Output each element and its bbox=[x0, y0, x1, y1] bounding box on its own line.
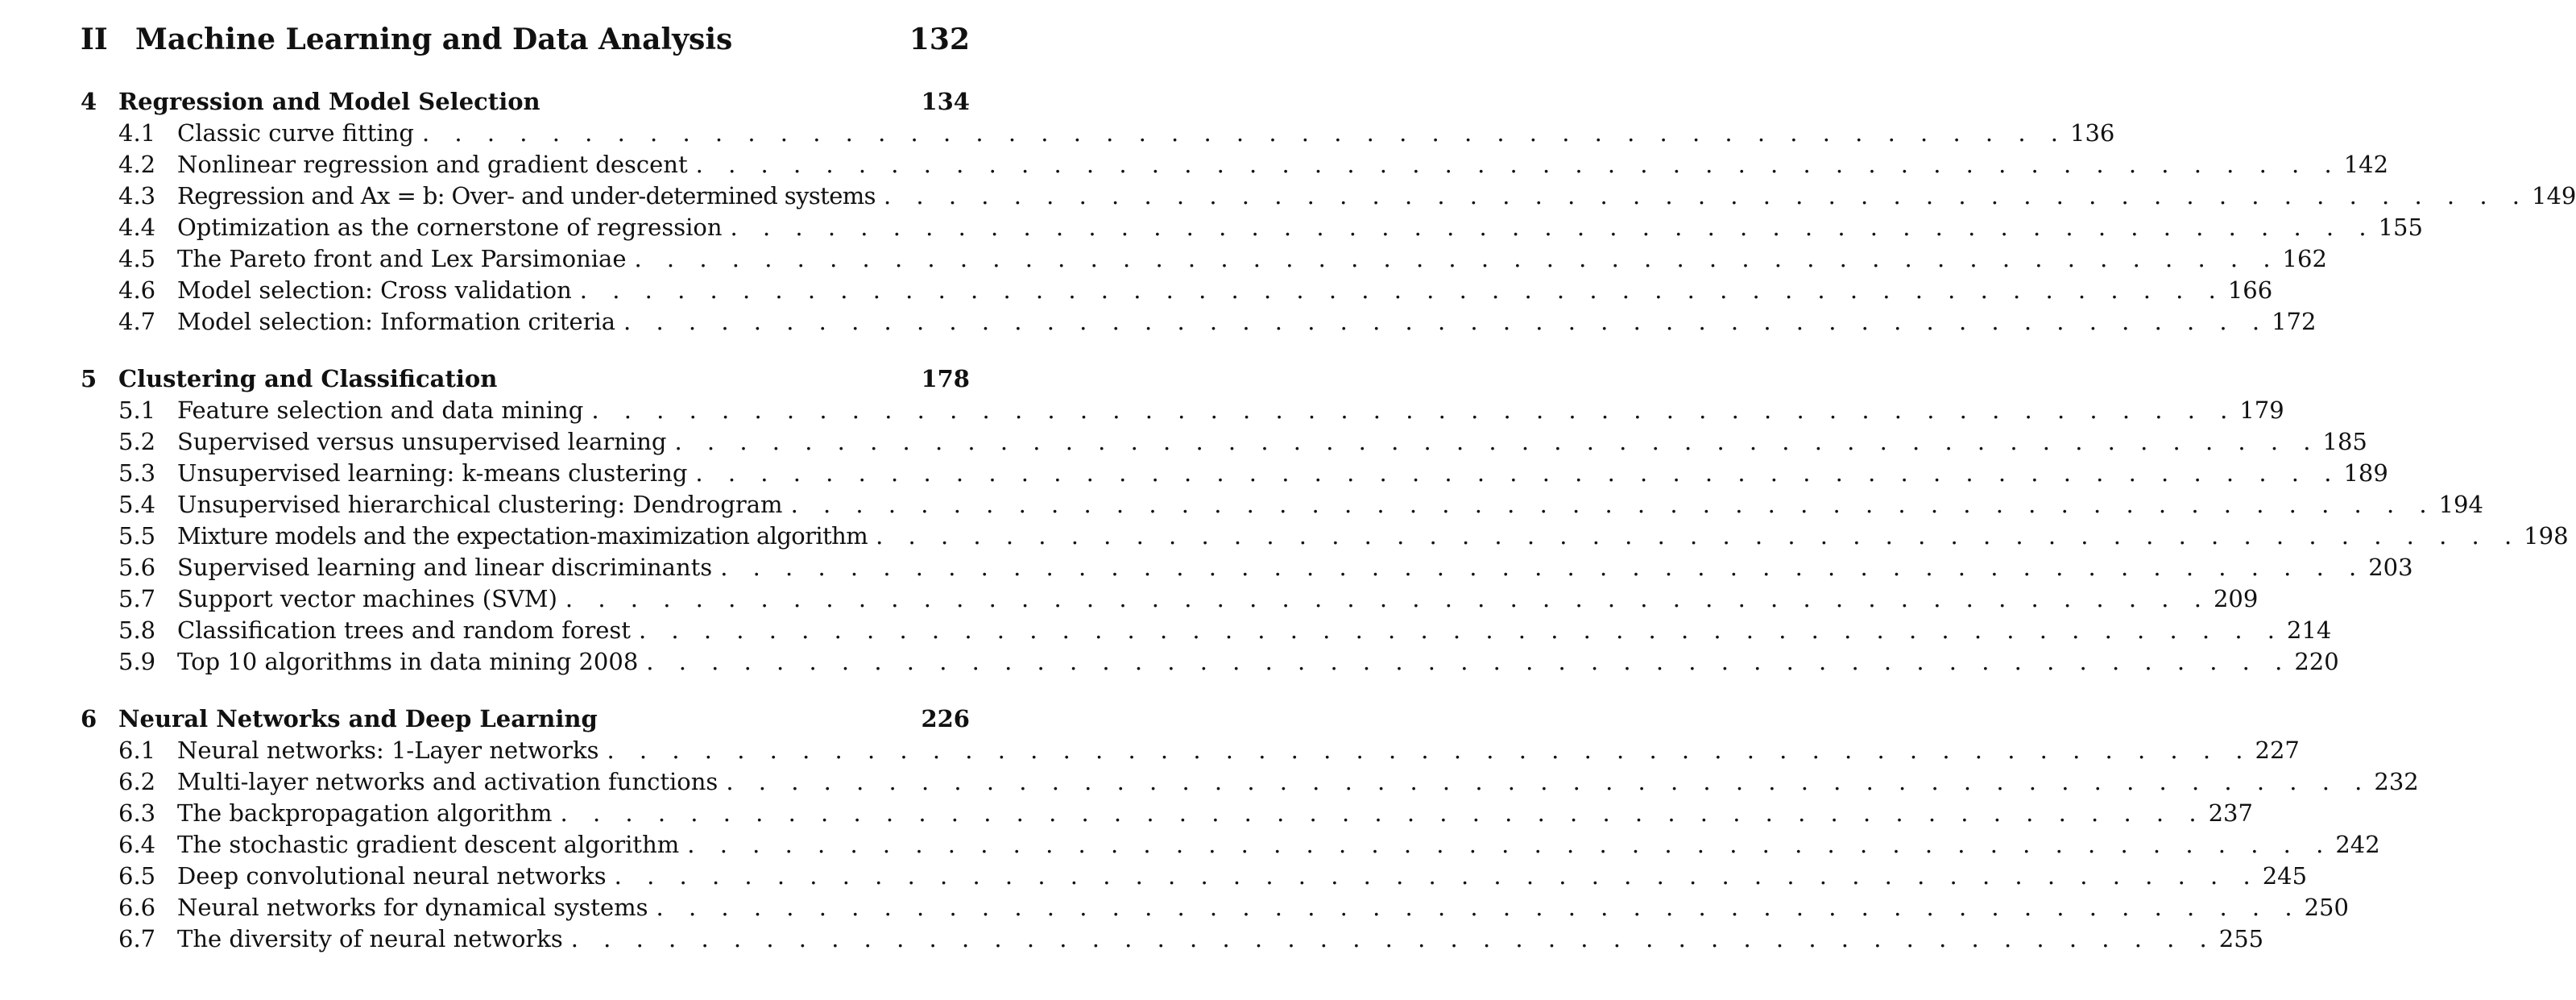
dot-leader: . . . . . . . . . . . . . . . . . . . . . . . . . . . . . . . . . . . . . . . . . . . . . . . . . . . bbox=[614, 862, 2259, 890]
section-title: Optimization as the cornerstone of regression bbox=[177, 214, 723, 241]
dot-leader: . . . . . . . . . . . . . . . . . . . . . . . . . . . . . . . . . . . . . . . . . . . . . . . . . . . bbox=[560, 799, 2205, 827]
toc-entry[interactable] bbox=[118, 426, 2367, 458]
section-number: 4.6 bbox=[118, 276, 156, 304]
chapter-number: 6 bbox=[81, 705, 97, 732]
section-page-number: 166 bbox=[2227, 276, 2273, 304]
toc-entry[interactable] bbox=[118, 892, 2349, 923]
section-title: Support vector machines (SVM) bbox=[177, 585, 557, 612]
chapter-number: 4 bbox=[81, 88, 97, 115]
toc-entry[interactable] bbox=[118, 583, 2259, 615]
section-title: Regression and Ax = b: Over- and under-determined systems bbox=[177, 182, 876, 210]
chapter-5 bbox=[81, 363, 2569, 678]
section-number: 6.6 bbox=[118, 894, 156, 921]
toc-entry[interactable] bbox=[118, 275, 2273, 306]
chapter-page-number: 226 bbox=[921, 705, 970, 732]
dot-leader: . . . . . . . . . . . . . . . . . . . . . . . . . . . . . . . . . . . . . . . . . . . . . . . . . . . bbox=[565, 585, 2210, 612]
dot-leader: . . . . . . . . . . . . . . . . . . . . . . . . . . . . . . . . . . . . . . . . . . . . . . . . . . . bbox=[730, 214, 2375, 241]
section-page-number: 242 bbox=[2335, 831, 2380, 858]
dot-leader: . . . . . . . . . . . . . . . . . . . . . . . . . . . . . . . . . . . . . . . . . . . . . . . . . . . bbox=[656, 894, 2301, 921]
dot-leader: . . . . . . . . . . . . . . . . . . . . . . . . . . . . . . . . . . . . . . . . . . . . . . . . . . . bbox=[695, 151, 2341, 178]
section-title: Unsupervised hierarchical clustering: Dendrogram bbox=[177, 491, 783, 518]
section-title: Model selection: Cross validation bbox=[177, 276, 572, 304]
section-title: Classification trees and random forest bbox=[177, 616, 631, 644]
section-page-number: 198 bbox=[2524, 522, 2569, 550]
dot-leader: . . . . . . . . . . . . . . . . . . . . . . . . . . . . . . . . . . . . . . . . . . . . . . . . . . . bbox=[638, 616, 2284, 644]
section-number: 6.2 bbox=[118, 768, 156, 795]
section-page-number: 172 bbox=[2272, 308, 2317, 335]
section-page-number: 232 bbox=[2374, 768, 2419, 795]
dot-leader: . . . . . . . . . . . . . . . . . . . . . . . . . . . . . . . . . . . . . . . . . . . . . . . . . . . bbox=[720, 554, 2366, 581]
section-number: 5.8 bbox=[118, 616, 156, 644]
section-page-number: 214 bbox=[2287, 616, 2332, 644]
section-page-number: 237 bbox=[2208, 799, 2253, 827]
toc-entry[interactable] bbox=[118, 923, 2264, 955]
dot-leader: . . . . . . . . . . . . . . . . . . . . . . . . . . . . . . . . . . . . . . . . . . . . . . . . . . . bbox=[634, 245, 2280, 272]
section-page-number: 255 bbox=[2218, 925, 2264, 952]
section-page-number: 142 bbox=[2343, 151, 2389, 178]
section-number: 4.5 bbox=[118, 245, 156, 272]
section-number: 4.7 bbox=[118, 308, 156, 335]
dot-leader: . . . . . . . . . . . . . . . . . . . . . . . . . . . . . . . . . . . . . . . . . . . . . . . . . . . bbox=[695, 459, 2341, 487]
toc-entry[interactable] bbox=[118, 798, 2253, 829]
section-title: Multi-layer networks and activation functions bbox=[177, 768, 719, 795]
section-number: 5.2 bbox=[118, 428, 156, 455]
section-title: Supervised learning and linear discriminants bbox=[177, 554, 713, 581]
part-heading[interactable] bbox=[81, 23, 970, 63]
toc-entry[interactable] bbox=[118, 489, 2483, 521]
section-page-number: 185 bbox=[2322, 428, 2367, 455]
section-page-number: 227 bbox=[2255, 737, 2300, 764]
section-number: 5.5 bbox=[118, 522, 156, 550]
dot-leader: . . . . . . . . . . . . . . . . . . . . . . . . . . . . . . . . . . . . . . . . . . . . . . . . . . . bbox=[790, 491, 2436, 518]
dot-leader: . . . . . . . . . . . . . . . . . . . . . . . . . . . . . . . . . . . . . . . . . . . . . . . . . . . bbox=[591, 396, 2237, 424]
section-title: The stochastic gradient descent algorithm bbox=[177, 831, 680, 858]
section-page-number: 245 bbox=[2262, 862, 2308, 890]
section-number: 5.1 bbox=[118, 396, 156, 424]
dot-leader: . . . . . . . . . . . . . . . . . . . . . . . . . . . . . . . . . . . . . . . . . . . . . . . . . . . bbox=[883, 182, 2528, 210]
section-page-number: 136 bbox=[2070, 119, 2115, 147]
chapter-title: Clustering and Classification bbox=[118, 365, 498, 392]
dot-leader: . . . . . . . . . . . . . . . . . . . . . . . . . . . . . . . . . . . . . . . . . . . . . . . . . . . bbox=[421, 119, 2068, 147]
chapter-title: Regression and Model Selection bbox=[118, 88, 540, 115]
section-number: 5.3 bbox=[118, 459, 156, 487]
chapter-heading[interactable] bbox=[81, 363, 970, 395]
chapter-heading[interactable] bbox=[81, 86, 970, 118]
section-number: 6.1 bbox=[118, 737, 156, 764]
toc-entry[interactable] bbox=[118, 243, 2327, 275]
chapter-page-number: 178 bbox=[921, 365, 970, 392]
section-title: Neural networks: 1-Layer networks bbox=[177, 737, 599, 764]
dot-leader: . . . . . . . . . . . . . . . . . . . . . . . . . . . . . . . . . . . . . . . . . . . . . . . . . . . bbox=[570, 925, 2216, 952]
toc-entry[interactable] bbox=[118, 861, 2308, 892]
section-title: Unsupervised learning: k-means clustering bbox=[177, 459, 688, 487]
toc-entry[interactable] bbox=[118, 646, 2339, 678]
dot-leader: . . . . . . . . . . . . . . . . . . . . . . . . . . . . . . . . . . . . . . . . . . . . . . . . . . . bbox=[646, 648, 2292, 675]
section-number: 5.4 bbox=[118, 491, 156, 518]
toc-entry[interactable] bbox=[118, 735, 2300, 766]
section-page-number: 203 bbox=[2368, 554, 2413, 581]
section-number: 5.6 bbox=[118, 554, 156, 581]
section-number: 4.1 bbox=[118, 119, 156, 147]
section-title: Deep convolutional neural networks bbox=[177, 862, 607, 890]
section-number: 6.3 bbox=[118, 799, 156, 827]
section-page-number: 250 bbox=[2304, 894, 2349, 921]
section-title: Nonlinear regression and gradient descent bbox=[177, 151, 688, 178]
dot-leader: . . . . . . . . . . . . . . . . . . . . . . . . . . . . . . . . . . . . . . . . . . . . . . . . . . . bbox=[876, 522, 2521, 550]
section-number: 5.9 bbox=[118, 648, 156, 675]
section-page-number: 189 bbox=[2343, 459, 2388, 487]
dot-leader: . . . . . . . . . . . . . . . . . . . . . . . . . . . . . . . . . . . . . . . . . . . . . . . . . . . bbox=[579, 276, 2225, 304]
section-title: The Pareto front and Lex Parsimoniae bbox=[177, 245, 627, 272]
toc-entry[interactable] bbox=[118, 118, 2115, 149]
chapter-title: Neural Networks and Deep Learning bbox=[118, 705, 598, 732]
toc-entry[interactable] bbox=[118, 458, 2388, 489]
chapter-number: 5 bbox=[81, 365, 97, 392]
section-page-number: 155 bbox=[2378, 214, 2423, 241]
dot-leader: . . . . . . . . . . . . . . . . . . . . . . . . . . . . . . . . . . . . . . . . . . . . . . . . . . . bbox=[607, 737, 2252, 764]
section-number: 4.3 bbox=[118, 182, 156, 210]
section-page-number: 149 bbox=[2532, 182, 2576, 210]
toc-entry[interactable] bbox=[118, 395, 2284, 426]
dot-leader: . . . . . . . . . . . . . . . . . . . . . . . . . . . . . . . . . . . . . . . . . . . . . . . . . . . bbox=[623, 308, 2269, 335]
chapter-page-number: 134 bbox=[921, 88, 970, 115]
section-number: 4.2 bbox=[118, 151, 156, 178]
toc-entry[interactable] bbox=[118, 180, 2576, 212]
section-number: 6.4 bbox=[118, 831, 156, 858]
toc-entry[interactable] bbox=[118, 149, 2389, 180]
toc-entry[interactable] bbox=[118, 829, 2380, 861]
section-title: Top 10 algorithms in data mining 2008 bbox=[177, 648, 639, 675]
toc-entry[interactable] bbox=[118, 212, 2423, 243]
toc-entry[interactable] bbox=[118, 552, 2413, 583]
dot-leader: . . . . . . . . . . . . . . . . . . . . . . . . . . . . . . . . . . . . . . . . . . . . . . . . . . . bbox=[726, 768, 2371, 795]
section-title: Classic curve fitting bbox=[177, 119, 414, 147]
section-title: The diversity of neural networks bbox=[177, 925, 563, 952]
section-title: Neural networks for dynamical systems bbox=[177, 894, 648, 921]
chapter-heading[interactable] bbox=[81, 703, 970, 735]
dot-leader: . . . . . . . . . . . . . . . . . . . . . . . . . . . . . . . . . . . . . . . . . . . . . . . . . . . bbox=[674, 428, 2320, 455]
toc-entry[interactable] bbox=[118, 521, 2569, 552]
part-title: Machine Learning and Data Analysis bbox=[135, 23, 733, 56]
section-title: The backpropagation algorithm bbox=[177, 799, 553, 827]
toc-entry[interactable] bbox=[118, 306, 2317, 338]
section-page-number: 179 bbox=[2239, 396, 2284, 424]
toc-entry[interactable] bbox=[118, 766, 2419, 798]
dot-leader: . . . . . . . . . . . . . . . . . . . . . . . . . . . . . . . . . . . . . . . . . . . . . . . . . . . bbox=[687, 831, 2333, 858]
toc-entry[interactable] bbox=[118, 615, 2332, 646]
section-title: Model selection: Information criteria bbox=[177, 308, 616, 335]
section-title: Feature selection and data mining bbox=[177, 396, 584, 424]
part-page-number: 132 bbox=[909, 23, 970, 56]
section-page-number: 162 bbox=[2282, 245, 2327, 272]
chapter-6 bbox=[81, 703, 2419, 955]
section-number: 6.7 bbox=[118, 925, 156, 952]
part-number: II bbox=[81, 23, 108, 56]
section-page-number: 194 bbox=[2438, 491, 2483, 518]
section-number: 4.4 bbox=[118, 214, 156, 241]
section-number: 5.7 bbox=[118, 585, 156, 612]
section-page-number: 220 bbox=[2294, 648, 2339, 675]
section-title: Mixture models and the expectation-maximization algorithm bbox=[177, 522, 868, 550]
section-page-number: 209 bbox=[2213, 585, 2259, 612]
section-title: Supervised versus unsupervised learning bbox=[177, 428, 667, 455]
section-number: 6.5 bbox=[118, 862, 156, 890]
chapter-4 bbox=[81, 86, 2576, 338]
